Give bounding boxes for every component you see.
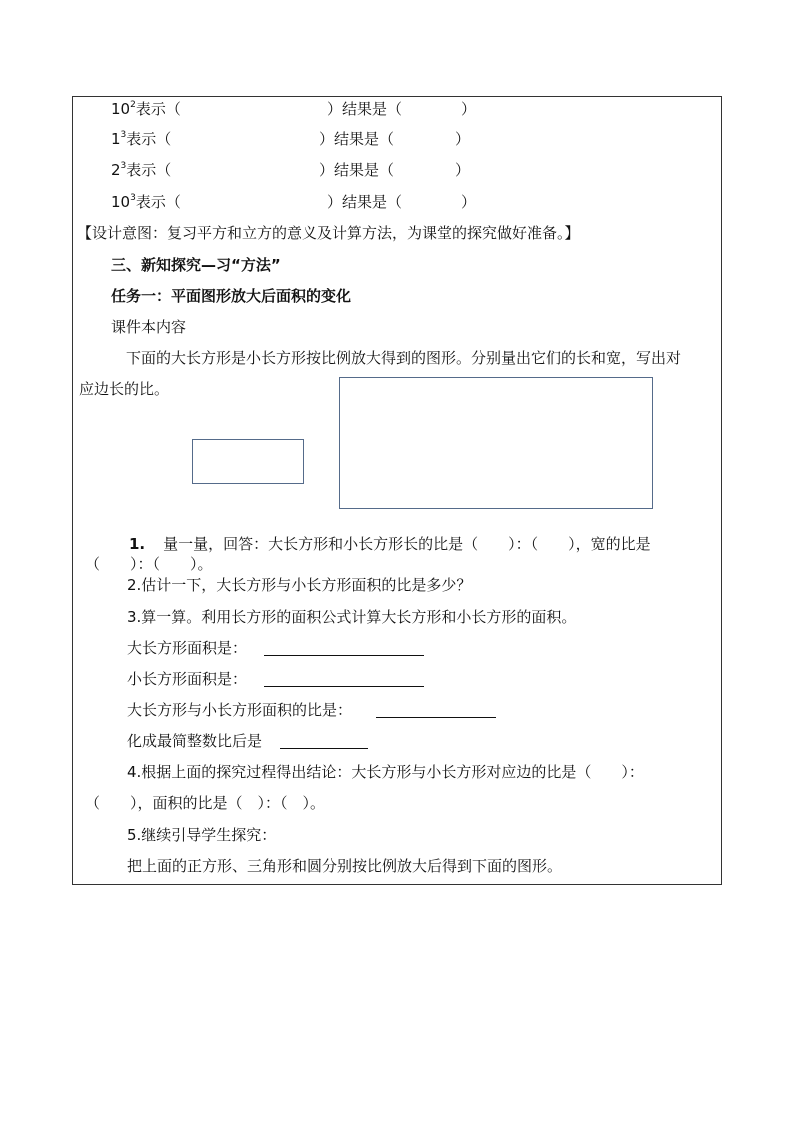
result-close: ） — [461, 193, 477, 211]
power-row-4-result — [327, 192, 402, 212]
power-row-1-result — [327, 99, 402, 119]
power-row-2-end — [455, 129, 470, 149]
power-row-4-end — [461, 192, 476, 212]
power-base: 10 — [111, 193, 131, 211]
result-close: ） — [455, 161, 471, 179]
intro-line-2: 应边长的比。 — [79, 380, 170, 398]
power-exponent: 3 — [120, 161, 127, 171]
area-ratio-blank[interactable] — [376, 717, 496, 718]
power-exponent: 3 — [120, 130, 127, 140]
lesson-table-cell — [72, 96, 722, 885]
simplest-ratio-blank[interactable] — [280, 748, 368, 749]
power-label: 表示（ — [135, 100, 181, 118]
small-area-label: 小长方形面积是： — [127, 670, 248, 688]
power-exponent: 3 — [130, 193, 136, 203]
small-rectangle — [192, 439, 304, 484]
power-row-3 — [111, 160, 171, 180]
intro-line-1: 下面的大长方形是小长方形按比例放大得到的图形。分别量出它们的长和宽，写出对 — [126, 349, 682, 367]
power-base: 2 — [111, 161, 121, 179]
section-title: 三、新知探究—习“方法” — [111, 256, 281, 274]
simplest-ratio-label: 化成最简整数比后是 — [127, 732, 263, 750]
design-intent: 【设计意图：复习平方和立方的意义及计算方法，为课堂的探究做好准备。】 — [77, 224, 580, 242]
power-label: 表示（ — [126, 161, 172, 179]
area-ratio-label: 大长方形与小长方形面积的比是： — [127, 701, 353, 719]
power-row-1 — [111, 99, 181, 119]
q1-line-1 — [129, 534, 651, 554]
power-row-3-end — [455, 160, 470, 180]
q4-line-1: 4.根据上面的探究过程得出结论：大长方形与小长方形对应边的比是（ ）： — [127, 763, 644, 781]
courseware-label: 课件本内容 — [111, 318, 187, 336]
power-row-4 — [111, 192, 181, 212]
final-instruction: 把上面的正方形、三角形和圆分别按比例放大后得到下面的图形。 — [127, 857, 563, 875]
q1-number: 1. — [129, 535, 146, 553]
power-label: 表示（ — [126, 130, 172, 148]
power-row-3-result — [319, 160, 394, 180]
big-area-label: 大长方形面积是： — [127, 639, 248, 657]
power-exponent: 2 — [130, 100, 136, 110]
large-rectangle — [339, 377, 653, 509]
result-label: ）结果是（ — [327, 100, 403, 118]
q4-line-2: （ ），面积的比是（ ）：（ ）。 — [85, 794, 326, 812]
big-area-blank[interactable] — [264, 655, 424, 656]
q1-text: 量一量，回答：大长方形和小长方形长的比是（ ）：（ ），宽的比是 — [163, 535, 651, 553]
power-row-2 — [111, 129, 171, 149]
q5: 5.继续引导学生探究： — [127, 826, 277, 844]
result-label: ）结果是（ — [327, 193, 403, 211]
power-base: 10 — [111, 100, 131, 118]
result-close: ） — [461, 100, 477, 118]
result-close: ） — [455, 130, 471, 148]
result-label: ）结果是（ — [319, 130, 395, 148]
small-area-blank[interactable] — [264, 686, 424, 687]
power-row-1-end — [461, 99, 476, 119]
task1-title: 任务一：平面图形放大后面积的变化 — [111, 287, 352, 305]
power-row-2-result — [319, 129, 394, 149]
q2: 2.估计一下，大长方形与小长方形面积的比是多少？ — [127, 576, 472, 594]
power-label: 表示（ — [135, 193, 181, 211]
result-label: ）结果是（ — [319, 161, 395, 179]
power-base: 1 — [111, 130, 121, 148]
q3: 3.算一算。利用长方形的面积公式计算大长方形和小长方形的面积。 — [127, 608, 577, 626]
q1-line-2: （ ）：（ ）。 — [85, 555, 213, 573]
